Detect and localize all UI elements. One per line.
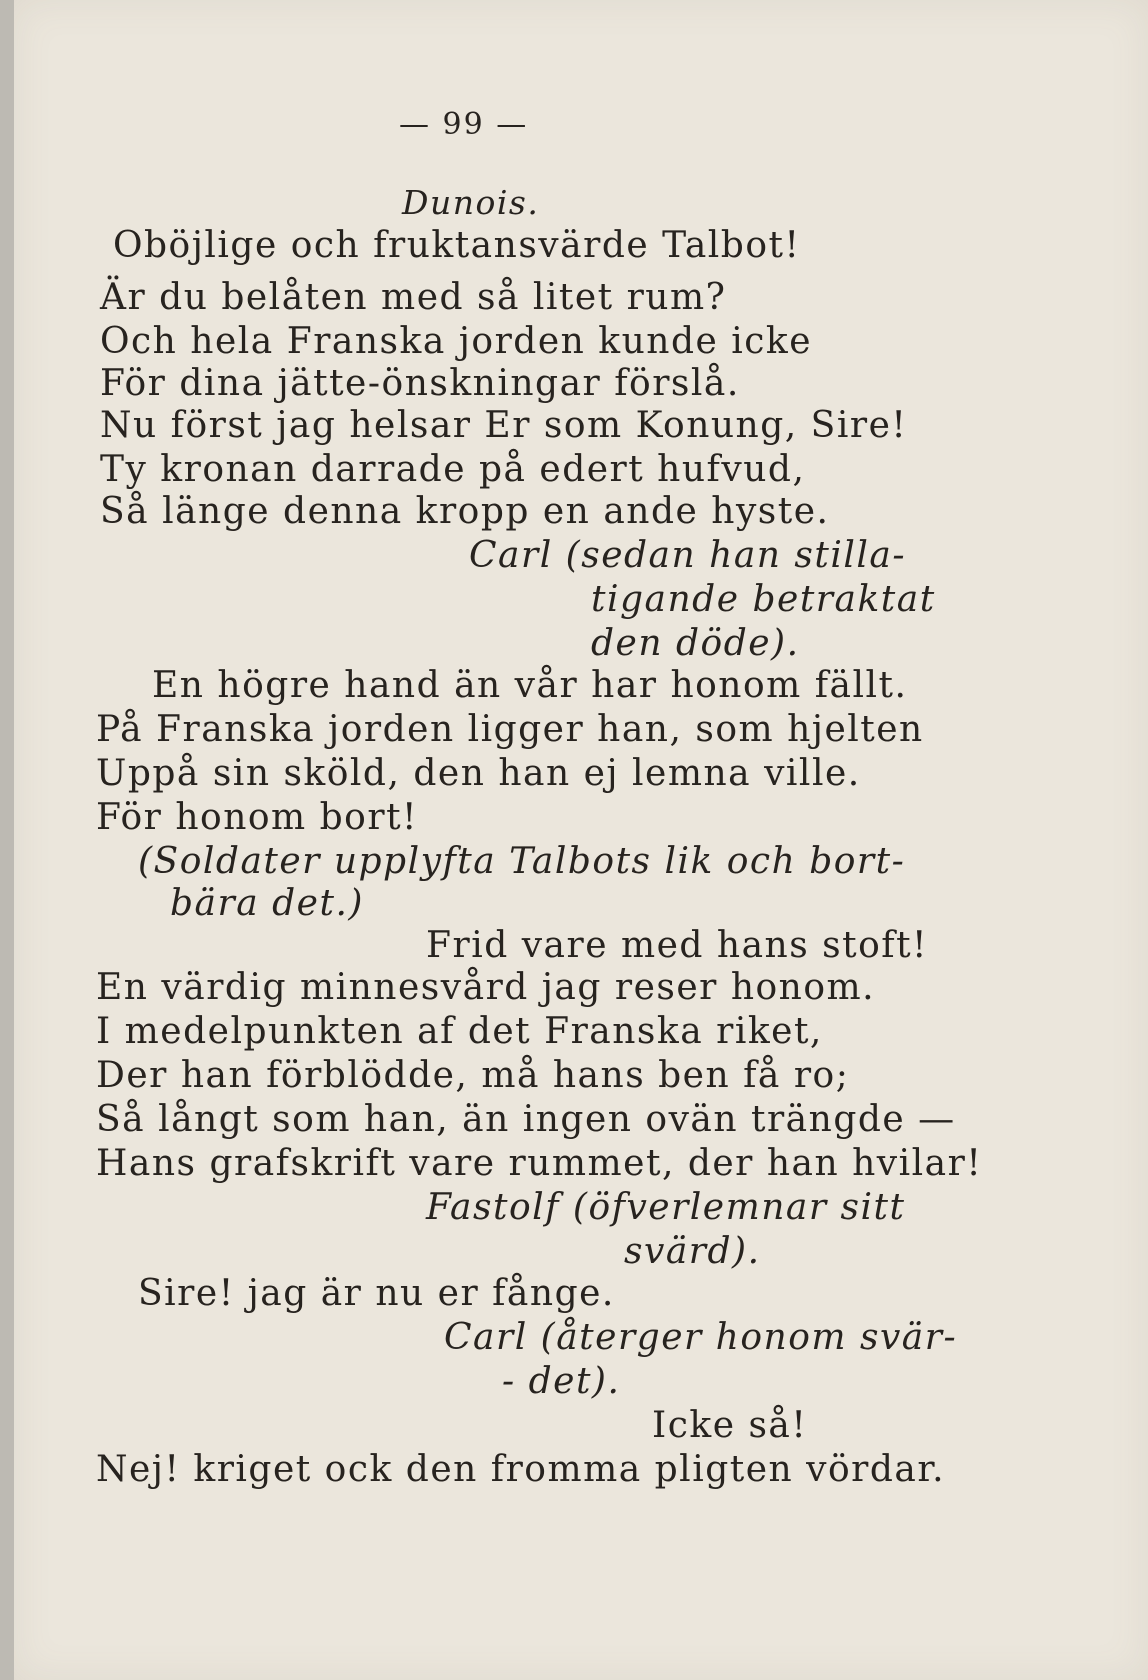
verse-line: På Franska jorden ligger han, som hjelten [96,709,924,750]
stage-direction-line: svärd). [624,1231,761,1272]
verse-line: För honom bort! [96,797,418,838]
stage-direction-line: tigande betraktat [591,579,936,620]
verse-line: Oböjlige och fruktansvärde Talbot! [113,225,801,266]
verse-line: En högre hand än vår har honom fällt. [152,665,908,706]
verse-line: Nu först jag helsar Er som Konung, Sire! [100,405,908,446]
book-page [14,0,1148,1680]
stage-direction-line: Dunois. [402,183,540,222]
verse-line: Nej! kriget ock den fromma pligten vördar. [96,1449,946,1490]
verse-line: Så långt som han, än ingen ovän trängde — [96,1099,956,1140]
verse-line: I medelpunkten af det Franska riket, [96,1011,823,1052]
page-number: — 99 — [399,107,529,142]
stage-direction-line: - det). [502,1361,621,1402]
verse-line: Hans grafskrift vare rummet, der han hvilar! [96,1143,983,1184]
verse-line: Der han förblödde, må hans ben få ro; [96,1055,850,1096]
verse-line: Sire! jag är nu er fånge. [138,1273,615,1314]
verse-line: För dina jätte-önskningar förslå. [100,363,740,404]
stage-direction-line: den döde). [591,623,800,664]
verse-line: Och hela Franska jorden kunde icke [100,321,813,362]
verse-line: En värdig minnesvård jag reser honom. [96,967,876,1008]
verse-line: Så länge denna kropp en ande hyste. [100,491,830,532]
stage-direction-line: bära det.) [170,883,364,924]
stage-direction-line: Carl (återger honom svär- [444,1317,958,1358]
verse-line: Är du belåten med så litet rum? [100,277,727,318]
stage-direction-line: Fastolf (öfverlemnar sitt [426,1187,906,1228]
verse-line: Uppå sin sköld, den han ej lemna ville. [96,753,861,794]
verse-line: Icke så! [652,1405,808,1446]
stage-direction-line: (Soldater upplyfta Talbots lik och bort- [138,841,906,882]
verse-line: Ty kronan darrade på edert hufvud, [100,449,806,490]
verse-line: Frid vare med hans stoft! [426,925,929,966]
page-edge [0,0,14,1680]
stage-direction-line: Carl (sedan han stilla- [469,535,907,576]
